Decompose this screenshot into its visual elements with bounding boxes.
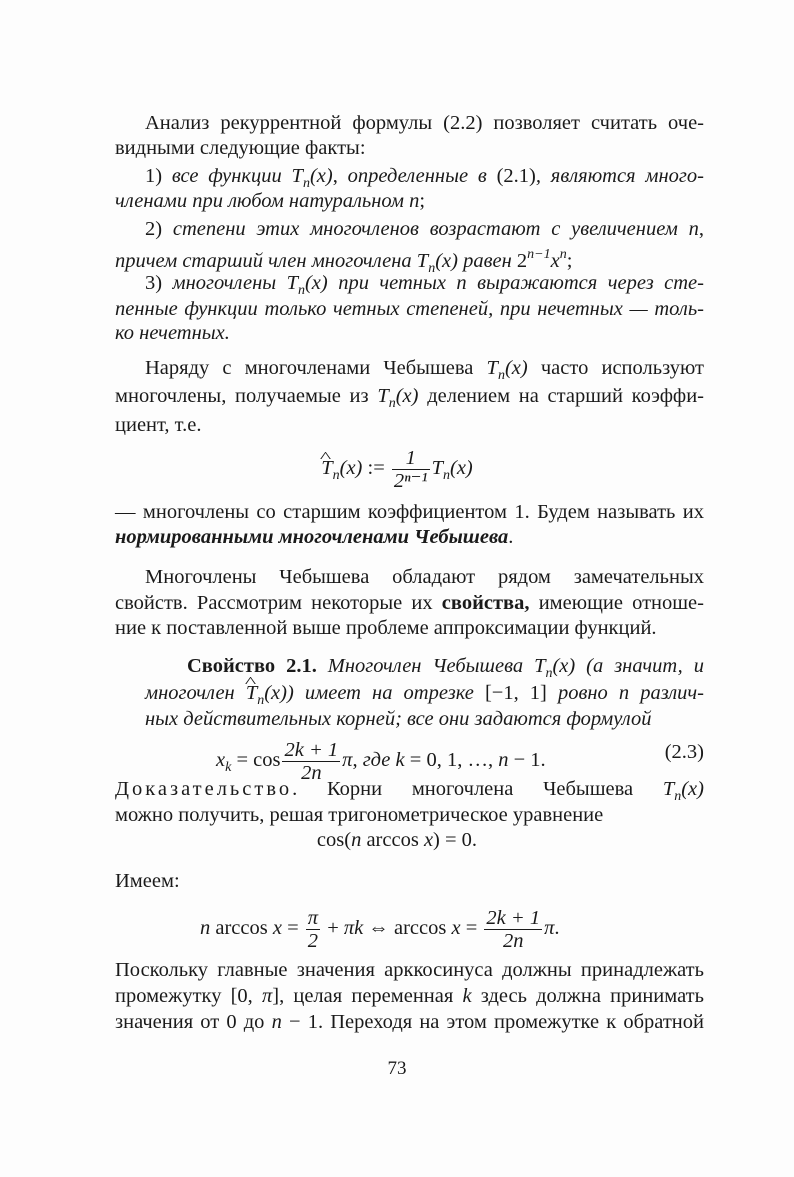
formula-equation: [0, 827, 794, 853]
text-line: [145, 564, 704, 590]
denominator: 2n: [301, 762, 322, 784]
text-segment: (x): [435, 250, 458, 272]
text-segment: значения от 0 до: [115, 1011, 272, 1033]
text-segment: Наряду с многочленами Чебышева: [145, 357, 487, 379]
proof-heading: [115, 776, 704, 802]
text-segment: x: [272, 917, 282, 940]
list-item-3: [145, 270, 704, 296]
denominator: 2n: [503, 930, 524, 952]
text-segment: при четных n выражаются через сте-: [327, 272, 704, 294]
text-line: [145, 110, 704, 136]
text-segment: (x): [681, 778, 704, 800]
text-segment: = 0, 1, …,: [404, 749, 499, 772]
text-segment: ровно n различ-: [546, 682, 705, 704]
text-line: [115, 383, 704, 409]
text-segment: членами при любом натуральном: [115, 190, 410, 212]
text-segment: k: [395, 749, 405, 772]
text-segment: [−1, 1]: [484, 682, 547, 704]
text-segment: . Корни многочлена Чебышева: [292, 778, 663, 800]
numerator: 1: [392, 447, 430, 470]
text-segment: определенные в: [347, 165, 497, 187]
text-segment: x: [451, 917, 461, 940]
text-segment: k: [462, 985, 472, 1007]
text-segment: Имеем:: [115, 870, 180, 892]
fraction: [484, 907, 542, 952]
list-item-1: [145, 163, 704, 189]
formula-normalized-chebyshev: [0, 447, 794, 492]
denominator: 2ⁿ⁻¹: [393, 470, 428, 492]
text-segment: = cos: [231, 749, 281, 772]
text-segment: ных действительных корней; все они задаются формулой: [145, 708, 652, 730]
text-segment: часто используют: [527, 357, 705, 379]
text-segment: (x): [552, 655, 576, 677]
text-segment: T: [291, 165, 303, 187]
text-segment: πk: [343, 917, 364, 940]
text-segment: − 1.: [508, 749, 546, 772]
text-segment: n: [443, 468, 450, 484]
text-segment: n: [545, 666, 553, 681]
text-segment: :=: [362, 457, 390, 480]
text-segment: (x): [395, 385, 419, 407]
text-segment: нормированными многочленами Чебышева: [115, 526, 509, 548]
text-segment: (а значит, и: [575, 655, 704, 677]
text-segment: многочлены: [172, 272, 287, 294]
numerator: 2k + 1: [284, 739, 339, 761]
text-segment: n: [409, 190, 420, 212]
text-segment: n: [297, 283, 305, 298]
numerator: 2k + 1: [486, 907, 541, 929]
text-segment: n: [674, 789, 682, 804]
text-segment: ,: [352, 749, 363, 772]
text-segment: T: [486, 357, 498, 379]
text-segment: где: [362, 749, 396, 772]
text-segment: n: [688, 218, 699, 240]
text-segment: cos(: [316, 829, 352, 851]
text-line: [145, 706, 651, 732]
text-segment: n: [257, 693, 265, 708]
text-segment: (x): [304, 272, 328, 294]
text-segment: =: [281, 917, 304, 940]
text-segment: промежутку [0,: [115, 985, 262, 1007]
text-segment: равен: [457, 250, 517, 272]
text-segment: (x): [504, 357, 528, 379]
text-segment: − 1. Переходя на этом промежутке к обратной: [281, 1011, 704, 1033]
text-segment: Поскольку главные значения арккосинуса должны принадлежать: [115, 959, 704, 981]
text-segment: 3): [145, 272, 173, 294]
text-segment: n: [351, 829, 362, 851]
text-segment: ^ T: [321, 457, 332, 479]
text-segment: n−1: [527, 247, 551, 262]
text-line: [115, 188, 425, 214]
text-segment: n: [332, 468, 340, 484]
text-segment: делением на старший коэффи-: [418, 385, 704, 407]
fraction: [306, 907, 320, 952]
text-segment: имеющие отноше-: [529, 592, 704, 614]
property-heading: [187, 653, 704, 679]
text-segment: T: [662, 778, 675, 800]
text-segment: все функции: [171, 165, 292, 187]
text-segment: n: [498, 749, 509, 772]
text-segment: (x): [309, 165, 333, 187]
text-segment: T: [431, 457, 443, 480]
text-segment: имеет на отрезке: [293, 682, 485, 704]
text-segment: многочлены, получаемые из: [115, 385, 378, 407]
text-segment: n: [559, 247, 567, 262]
text-line: [115, 802, 603, 828]
text-segment: ко нечетных.: [115, 322, 230, 344]
text-line: [115, 499, 704, 525]
text-segment: — многочлены со старшим коэффициентом 1. Будем называть их: [115, 501, 704, 523]
text-segment: 2): [145, 218, 173, 240]
text-segment: Многочлен Чебышева: [327, 655, 535, 677]
text-segment: 2: [516, 250, 528, 272]
text-segment: Свойство 2.1.: [187, 655, 328, 677]
numerator: π: [307, 907, 319, 929]
text-segment: ^ T: [246, 682, 257, 704]
text-segment: +: [322, 917, 344, 940]
text-segment: Доказательство: [115, 778, 293, 800]
text-line: [115, 615, 657, 641]
text-line: [115, 1009, 704, 1035]
text-segment: Многочлены Чебышева обладают рядом замечательных: [145, 566, 704, 588]
text-segment: многочлен: [145, 682, 246, 704]
text-segment: ) = 0.: [433, 829, 478, 851]
text-segment: ;: [566, 250, 573, 272]
text-segment: π: [342, 749, 353, 772]
text-segment: здесь должна принимать: [471, 985, 704, 1007]
text-line: [145, 680, 704, 706]
text-segment: T: [416, 250, 429, 272]
text-segment: n: [200, 917, 211, 940]
text-segment: (x)): [264, 682, 294, 704]
text-segment: .: [508, 526, 514, 548]
text-line: [115, 983, 704, 1009]
text-segment: T: [534, 655, 546, 677]
text-segment: arccos: [361, 829, 424, 851]
text-line: [115, 296, 704, 322]
fraction: [392, 447, 430, 492]
text-segment: (2.1): [496, 165, 536, 187]
text-segment: ,: [698, 218, 705, 240]
page-number: 73: [387, 1058, 407, 1079]
text-segment: причем старший член многочлена: [115, 250, 417, 272]
text-line: [115, 242, 573, 276]
text-line: [115, 412, 201, 438]
text-line: [115, 320, 230, 346]
text-segment: x: [423, 829, 434, 851]
text-line: [115, 524, 513, 550]
text-segment: =: [460, 917, 483, 940]
text-segment: T: [286, 272, 298, 294]
text-segment: пенные функции только четных степеней, при нечетных — толь-: [115, 298, 704, 320]
text-segment: свойств. Рассмотрим некоторые их: [115, 592, 442, 614]
text-segment: n: [302, 176, 310, 191]
text-segment: arccos: [210, 917, 273, 940]
text-segment: ,: [332, 165, 348, 187]
formula-roots: [216, 739, 546, 784]
text-segment: x: [550, 250, 560, 272]
text-segment: видными следующие факты:: [115, 137, 366, 159]
text-line: [145, 355, 704, 381]
text-segment: Анализ рекуррентной формулы (2.2) позволяет считать оче-: [145, 112, 704, 134]
text-segment: n: [497, 368, 505, 383]
list-item-2: [145, 216, 704, 242]
text-segment: x: [216, 749, 226, 772]
text-segment: ние к поставленной выше проблеме аппроксимации функций.: [115, 617, 657, 639]
text-segment: ], целая переменная: [272, 985, 463, 1007]
text-segment: можно получить, решая тригонометрическое уравнение: [115, 804, 604, 826]
text-segment: π: [544, 917, 555, 940]
text-line: [115, 590, 704, 616]
text-segment: ;: [419, 190, 426, 212]
text-segment: , являются много-: [535, 165, 704, 187]
formula-arccos: [200, 907, 560, 952]
equation-number: (2.3): [664, 741, 704, 763]
text-segment: n: [428, 261, 436, 276]
text-segment: n: [388, 396, 396, 411]
text-segment: ⇔ arccos: [363, 917, 452, 940]
denominator: 2: [307, 930, 319, 952]
text-segment: 1): [145, 165, 172, 187]
text-line: [115, 135, 366, 161]
text-line: [115, 868, 180, 894]
text-segment: (x): [339, 457, 363, 480]
text-segment: циент, т.е.: [115, 414, 202, 436]
text-line: [115, 957, 704, 983]
text-segment: степени этих многочленов возрастают с увеличением: [172, 218, 689, 240]
text-segment: .: [554, 917, 560, 940]
text-segment: n: [271, 1011, 282, 1033]
text-segment: свойства,: [441, 592, 530, 614]
text-segment: π: [261, 985, 273, 1007]
text-segment: (x): [450, 457, 473, 480]
text-segment: k: [225, 760, 232, 776]
text-segment: T: [377, 385, 389, 407]
